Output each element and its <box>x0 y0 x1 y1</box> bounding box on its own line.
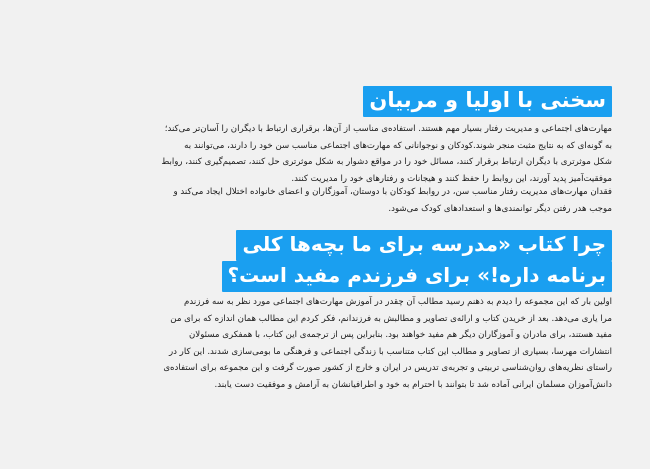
paragraph-line: فقدان مهارت‌های مدیریت رفتار مناسب سن، در روابط کودکان با دوستان، آموزگاران و اعضای خانواده اختلال ایجاد می‌کند و <box>173 187 612 197</box>
paragraph-line: شکل موثرتری با دیگران ارتباط برقرار کنند، مسائل خود را در مواقع دشوار به شکل موثرتری حل کنند، تصمیم‌گیری کنند، روابط <box>161 157 612 167</box>
paragraph-line: اولین بار که این مجموعه را دیدم به ذهنم رسید مطالب آن چقدر در آموزش مهارت‌های اجتماعی مورد نظر به سه فرزندم <box>184 297 612 307</box>
paragraph-line: موفقیت‌آمیز پدید آورند، این روابط را حفظ کنند و هیجانات و رفتارهای خود را مدیریت کنند. <box>291 173 612 184</box>
section-heading-why-book-line1: چرا کتاب «مدرسه برای ما بچه‌ها کلی <box>236 230 612 261</box>
paragraph-line: راستای نظریه‌های روان‌شناسی تربیتی و تجربه‌ی تدریس در ایران و خارج از کشور صورت گرفت و این مجموعه برای استفاده‌ی <box>163 363 612 373</box>
paragraph-line: دانش‌آموزان مسلمان ایرانی آماده شد تا بتوانند با احترام به خود و اطرافیانشان به آرامش و موفقیت دست یابند. <box>214 379 612 390</box>
paragraph-line: موجب هدر رفتن دیگر توانمندی‌ها و استعدادهای کودک می‌شود. <box>388 203 612 214</box>
paragraph-line: انتشارات مهرسا، بسیاری از تصاویر و مطالب این کتاب متناسب با زندگی اجتماعی و فرهنگی ما بومی‌سازی شدند. این کار در <box>168 346 612 357</box>
paragraph-line: مهارت‌های اجتماعی و مدیریت رفتار بسیار مهم هستند. استفاده‌ی مناسب از آن‌ها، برقراری ارتباط با دیگران را آسان‌تر می‌کند؛ <box>164 124 612 134</box>
paragraph-line: مفید هستند، برای مادران و آموزگاران دیگر هم مفید خواهند بود. بنابراین پس از ترجمه‌ی این کتاب، با همفکری مسئولان <box>188 330 612 340</box>
paragraph-lack-of-skills <box>34 184 612 217</box>
paragraph-author-story <box>34 294 612 393</box>
paragraph-social-skills <box>34 121 612 187</box>
section-heading-parents: سخنی با اولیا و مربیان <box>363 86 612 117</box>
paragraph-line: مرا یاری می‌دهد. بعد از خریدن کتاب و ارائه‌ی تصاویر و مطالبش به فرزندانم، فکر کردم این مطالب همان اندازه که برای من <box>170 313 612 324</box>
section-heading-why-book-line2: برنامه داره!» برای فرزندم مفید است؟ <box>222 261 612 292</box>
paragraph-line: به گونه‌ای که به نتایج مثبت منجر شوند.کودکان و نوجوانانی که مهارت‌های اجتماعی مناسب سن خود را دارند، می‌توانند به <box>184 140 612 151</box>
